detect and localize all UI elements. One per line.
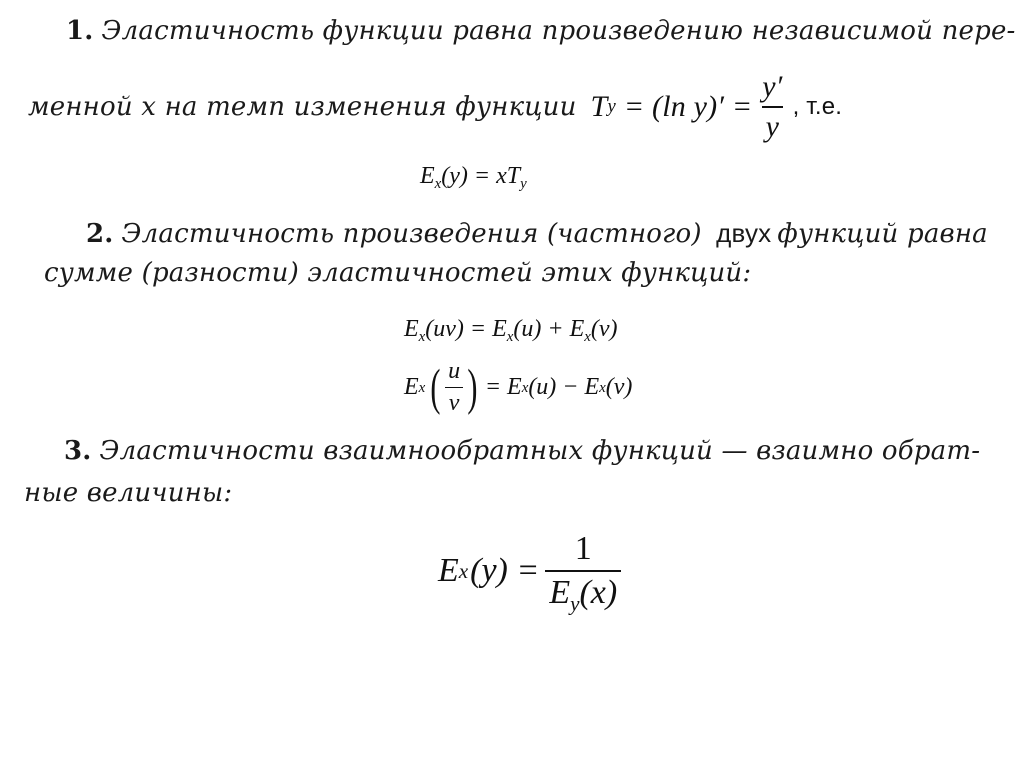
item1-frac-num: y′ xyxy=(762,70,783,103)
f2-d: (v) xyxy=(605,374,633,400)
f1-sub2: x xyxy=(506,329,514,346)
item3-formula: E x (y) = $\frac{1}{E_y(x)}$ xyxy=(438,530,627,612)
f3-den xyxy=(545,570,621,616)
item2-text-c: функций равна xyxy=(777,219,988,249)
item3-text-line1: Эластичности взаимнообратных функций — взаимно обрат- xyxy=(99,436,981,466)
item3-line2 xyxy=(24,478,232,508)
item1-formula-E: E xyxy=(420,163,435,189)
f3-fraction xyxy=(545,530,621,616)
item1-tail: , т.е. xyxy=(792,93,843,120)
item1-T: T xyxy=(590,90,608,123)
item3-number: 3. xyxy=(64,436,92,466)
item2-line2 xyxy=(44,258,751,288)
f3-den-tail: (x) xyxy=(579,574,618,611)
item1-number: 1. xyxy=(66,16,94,46)
item3-line1 xyxy=(64,436,980,466)
f2-c: (u) − E xyxy=(528,374,600,400)
item1-fraction xyxy=(758,70,786,144)
item1-equals-ln: = (ln y)′ = xyxy=(623,90,753,123)
item2-number: 2. xyxy=(86,219,114,249)
f3-den-sub: y xyxy=(570,591,580,616)
f1-c: (v) xyxy=(590,316,618,342)
item1-text-line2: менной х на темп изменения функции xyxy=(28,92,577,122)
f2-fraction xyxy=(444,358,464,417)
item1-formula xyxy=(420,163,527,193)
item1-formula-mid: (y) = xT xyxy=(441,163,521,189)
f2-lparen: ( xyxy=(430,359,441,416)
f1-sub: x xyxy=(418,329,426,346)
f3-mid: (y) = xyxy=(470,552,540,589)
f3-den-E: E xyxy=(549,574,571,611)
f3-num: 1 xyxy=(574,530,592,567)
item2-text-line2: сумме (разности) эластичностей этих функций: xyxy=(44,258,752,288)
item1-inline-formula: T y = (ln y)′ = $\frac{y'}{y}$ , т.е. xyxy=(590,70,843,143)
f1-E: E xyxy=(404,316,419,342)
item2-text-b: двух xyxy=(716,218,772,248)
item2-line1 xyxy=(86,218,988,249)
f2-rparen: ) xyxy=(467,359,478,416)
f1-sub3: x xyxy=(584,329,591,346)
f2-E: E xyxy=(404,374,419,400)
f2-den: v xyxy=(445,387,464,417)
item2-text-a: Эластичность произведения (частного) xyxy=(121,219,702,249)
item1-text-line1: Эластичность функции равна произведению независимой пере- xyxy=(101,16,1016,46)
f1-a: (uv) = E xyxy=(425,316,507,342)
item1-line1 xyxy=(66,16,1016,46)
item2-formula2: E x ( $\frac{u}{v}$ ) = E x (u) − E x (v) xyxy=(404,358,633,416)
item2-formula1 xyxy=(404,316,618,346)
item3-text-line2: ные величины: xyxy=(24,478,233,508)
f2-b: = E xyxy=(484,374,522,400)
f3-E: E xyxy=(438,552,459,589)
f2-num: u xyxy=(448,358,461,384)
item1-frac-den: y xyxy=(762,106,784,144)
item1-line2 xyxy=(28,70,842,144)
f1-b: (u) + E xyxy=(513,316,585,342)
item1-formula-tsub: y xyxy=(520,176,527,193)
item1-formula-sub: x xyxy=(434,176,442,193)
